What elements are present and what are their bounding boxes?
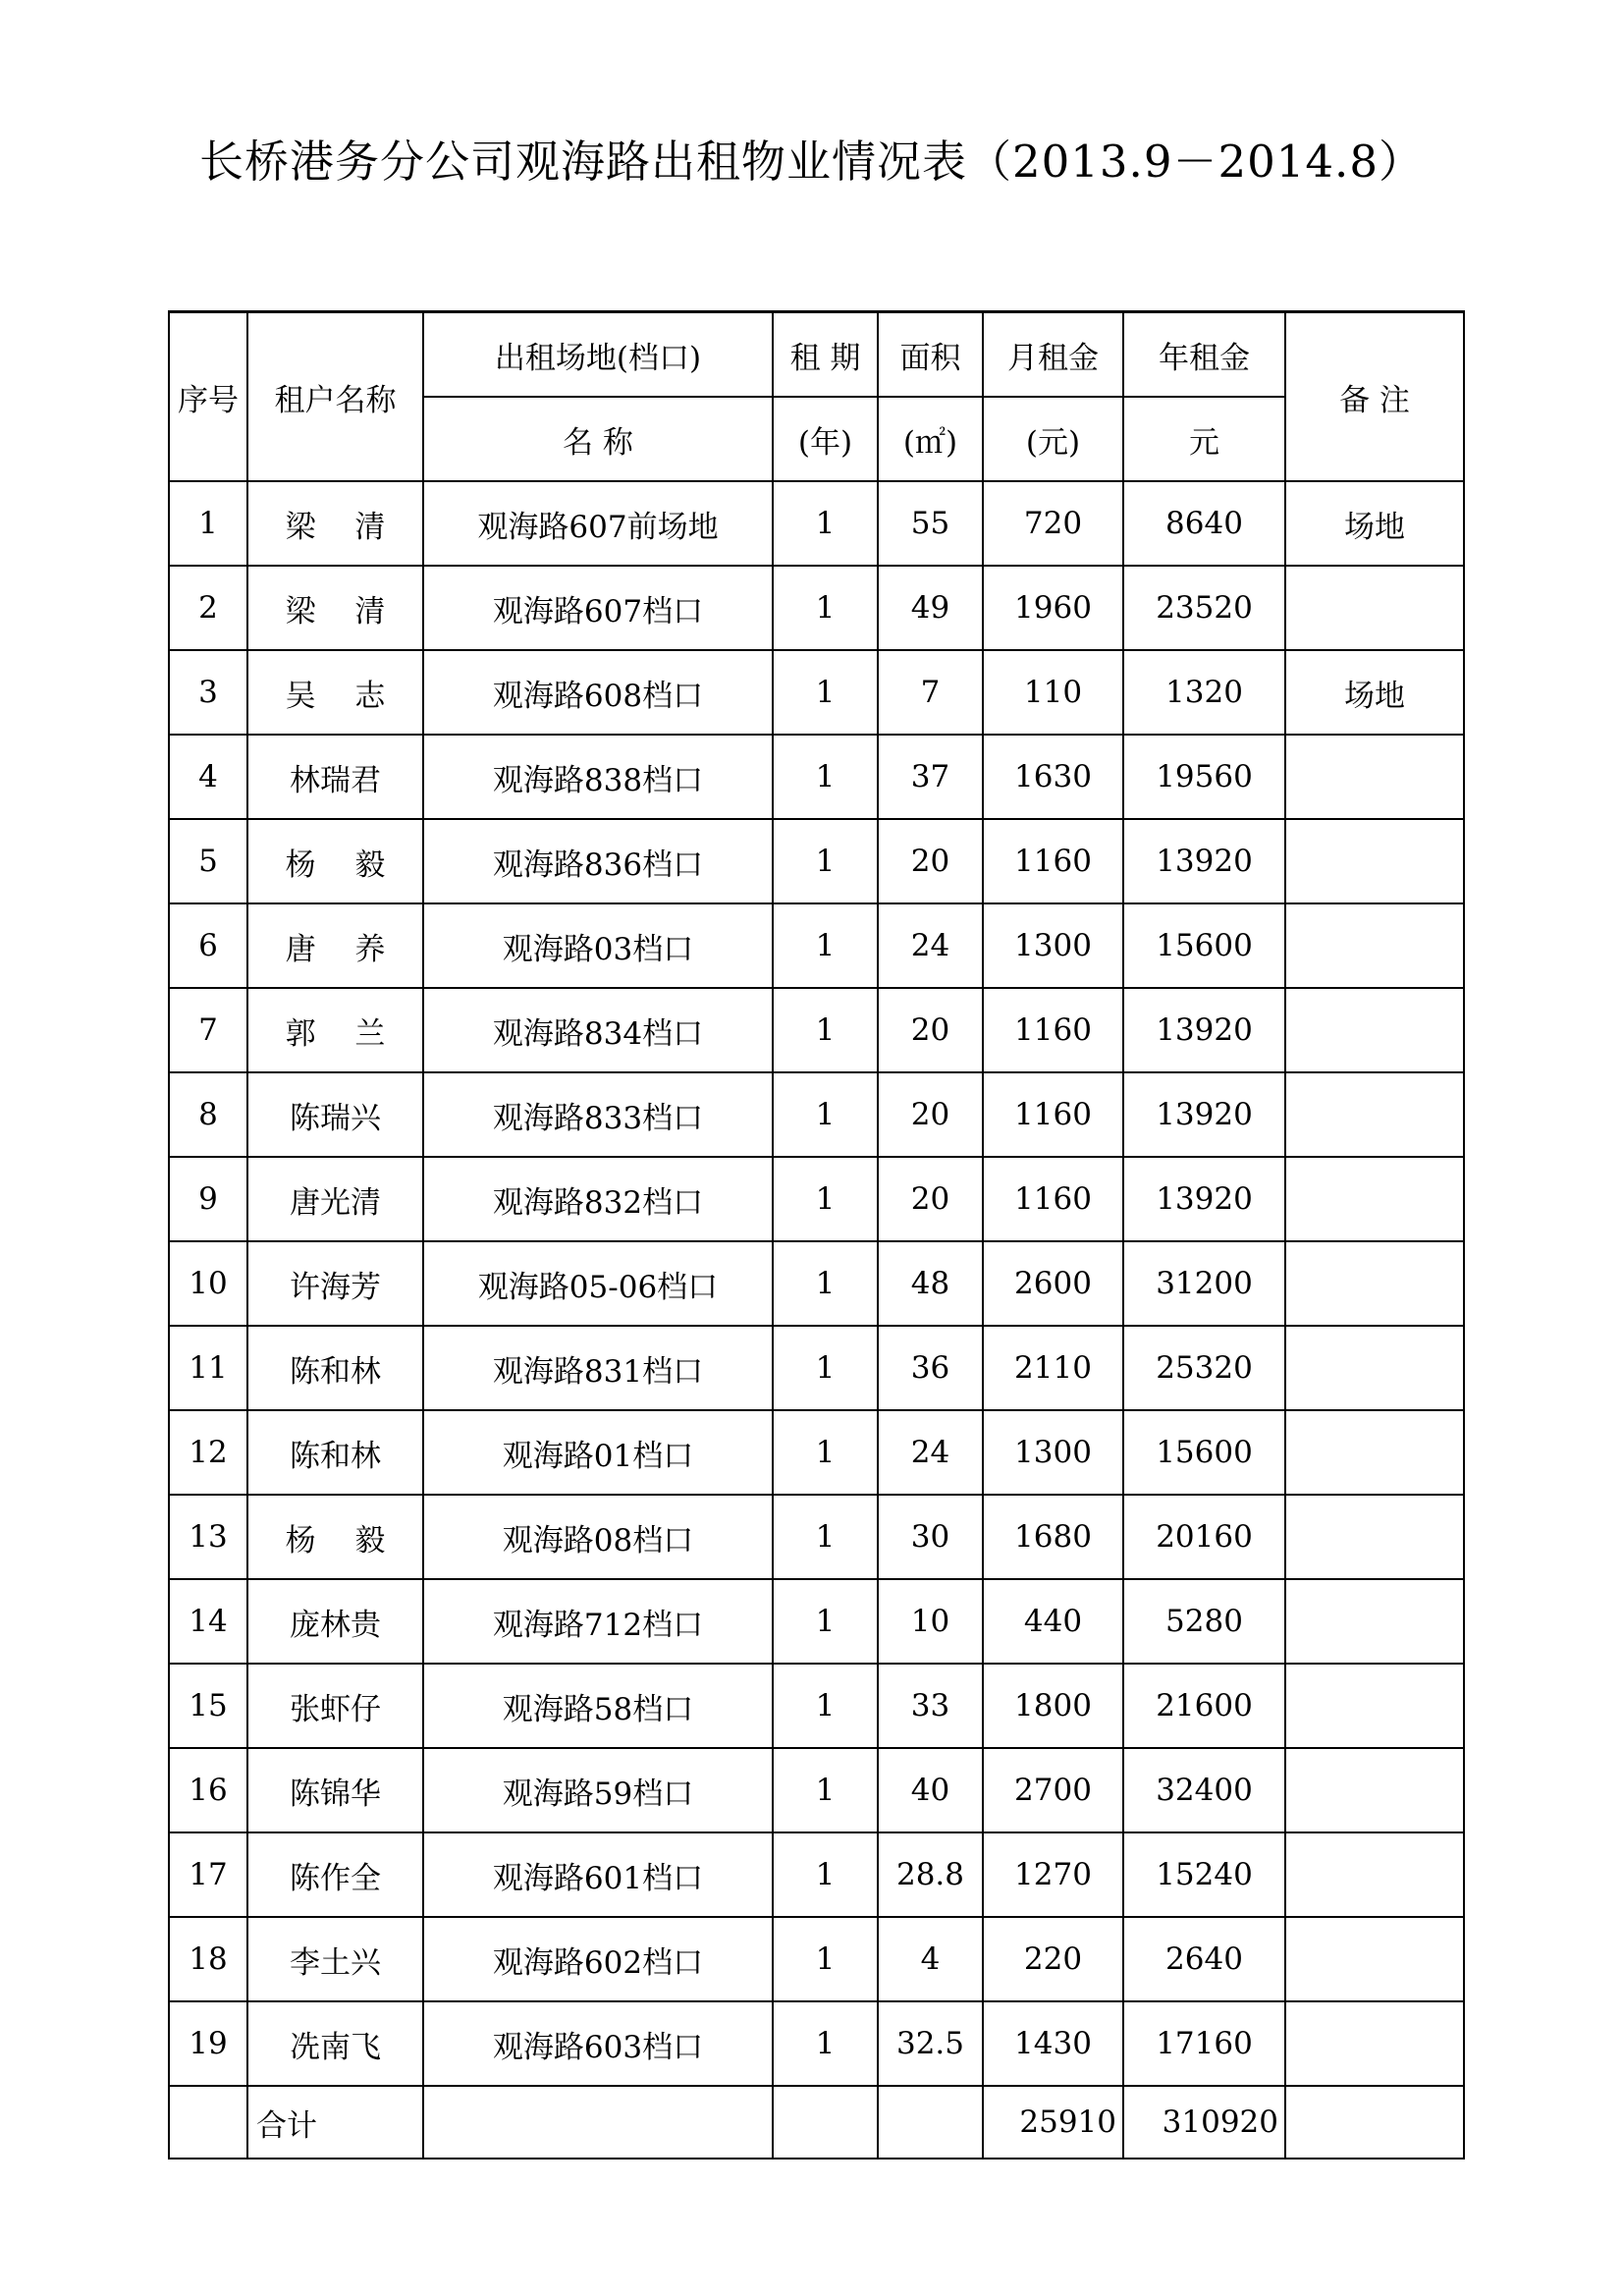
table-row xyxy=(169,819,1464,903)
cell-index: 10 xyxy=(169,1241,247,1326)
cell-tenant: 陈和林 xyxy=(247,1410,423,1495)
cell-remark xyxy=(1285,1410,1464,1495)
cell-term: 1 xyxy=(773,1241,878,1326)
cell-term: 1 xyxy=(773,481,878,566)
cell-monthly-rent: 1160 xyxy=(983,1072,1123,1157)
header-area-unit: (㎡) xyxy=(878,397,983,481)
total-annual-rent: 310920 xyxy=(1123,2086,1285,2159)
cell-site: 观海路602档口 xyxy=(423,1917,773,2001)
cell-tenant: 梁 清 xyxy=(247,481,423,566)
cell-site: 观海路832档口 xyxy=(423,1157,773,1241)
cell-monthly-rent: 1630 xyxy=(983,735,1123,819)
cell-monthly-rent: 2700 xyxy=(983,1748,1123,1832)
cell-term: 1 xyxy=(773,988,878,1072)
cell-remark xyxy=(1285,819,1464,903)
cell-index: 5 xyxy=(169,819,247,903)
total-empty-term xyxy=(773,2086,878,2159)
cell-site: 观海路607档口 xyxy=(423,566,773,650)
cell-remark: 场地 xyxy=(1285,481,1464,566)
cell-area: 20 xyxy=(878,1072,983,1157)
cell-site: 观海路601档口 xyxy=(423,1832,773,1917)
cell-annual-rent: 20160 xyxy=(1123,1495,1285,1579)
cell-annual-rent: 19560 xyxy=(1123,735,1285,819)
table-row xyxy=(169,1241,1464,1326)
rental-table xyxy=(168,310,1465,2159)
cell-site: 观海路712档口 xyxy=(423,1579,773,1664)
table-row xyxy=(169,903,1464,988)
cell-index: 1 xyxy=(169,481,247,566)
cell-term: 1 xyxy=(773,1664,878,1748)
table-row xyxy=(169,1072,1464,1157)
cell-index: 9 xyxy=(169,1157,247,1241)
cell-remark xyxy=(1285,1326,1464,1410)
cell-tenant: 陈和林 xyxy=(247,1326,423,1410)
cell-remark xyxy=(1285,735,1464,819)
cell-monthly-rent: 2600 xyxy=(983,1241,1123,1326)
cell-index: 18 xyxy=(169,1917,247,2001)
cell-remark xyxy=(1285,1579,1464,1664)
cell-remark xyxy=(1285,566,1464,650)
cell-annual-rent: 21600 xyxy=(1123,1664,1285,1748)
cell-site: 观海路01档口 xyxy=(423,1410,773,1495)
cell-term: 1 xyxy=(773,1579,878,1664)
cell-monthly-rent: 1300 xyxy=(983,903,1123,988)
header-annual-unit: 元 xyxy=(1123,397,1285,481)
cell-tenant: 吴 志 xyxy=(247,650,423,735)
cell-tenant: 郭 兰 xyxy=(247,988,423,1072)
cell-monthly-rent: 110 xyxy=(983,650,1123,735)
cell-index: 14 xyxy=(169,1579,247,1664)
cell-index: 19 xyxy=(169,2001,247,2086)
table-row xyxy=(169,2001,1464,2086)
cell-site: 观海路58档口 xyxy=(423,1664,773,1748)
cell-site: 观海路833档口 xyxy=(423,1072,773,1157)
cell-site: 观海路607前场地 xyxy=(423,481,773,566)
cell-remark xyxy=(1285,1072,1464,1157)
header-site-name: 名 称 xyxy=(423,397,773,481)
table-row xyxy=(169,1579,1464,1664)
cell-term: 1 xyxy=(773,1410,878,1495)
cell-remark xyxy=(1285,1832,1464,1917)
cell-area: 30 xyxy=(878,1495,983,1579)
cell-tenant: 梁 清 xyxy=(247,566,423,650)
cell-site: 观海路836档口 xyxy=(423,819,773,903)
cell-site: 观海路08档口 xyxy=(423,1495,773,1579)
cell-monthly-rent: 1300 xyxy=(983,1410,1123,1495)
cell-tenant: 李土兴 xyxy=(247,1917,423,2001)
total-empty-site xyxy=(423,2086,773,2159)
header-site-group: 出租场地(档口) xyxy=(423,312,773,398)
total-empty-index xyxy=(169,2086,247,2159)
cell-remark xyxy=(1285,1917,1464,2001)
cell-term: 1 xyxy=(773,1157,878,1241)
cell-tenant: 唐光清 xyxy=(247,1157,423,1241)
cell-term: 1 xyxy=(773,1917,878,2001)
cell-monthly-rent: 1960 xyxy=(983,566,1123,650)
cell-annual-rent: 2640 xyxy=(1123,1917,1285,2001)
cell-remark xyxy=(1285,1157,1464,1241)
cell-tenant: 林瑞君 xyxy=(247,735,423,819)
cell-term: 1 xyxy=(773,735,878,819)
header-annual: 年租金 xyxy=(1123,312,1285,398)
cell-index: 2 xyxy=(169,566,247,650)
cell-annual-rent: 13920 xyxy=(1123,819,1285,903)
cell-remark xyxy=(1285,903,1464,988)
total-monthly-rent: 25910 xyxy=(983,2086,1123,2159)
cell-site: 观海路59档口 xyxy=(423,1748,773,1832)
total-empty-area xyxy=(878,2086,983,2159)
cell-tenant: 杨 毅 xyxy=(247,819,423,903)
table-row xyxy=(169,1832,1464,1917)
cell-tenant: 陈瑞兴 xyxy=(247,1072,423,1157)
cell-site: 观海路608档口 xyxy=(423,650,773,735)
cell-index: 15 xyxy=(169,1664,247,1748)
table-row xyxy=(169,1664,1464,1748)
cell-tenant: 陈作全 xyxy=(247,1832,423,1917)
cell-index: 12 xyxy=(169,1410,247,1495)
cell-site: 观海路834档口 xyxy=(423,988,773,1072)
cell-annual-rent: 8640 xyxy=(1123,481,1285,566)
cell-term: 1 xyxy=(773,819,878,903)
cell-remark xyxy=(1285,1495,1464,1579)
table-row xyxy=(169,481,1464,566)
table-row xyxy=(169,735,1464,819)
cell-area: 20 xyxy=(878,819,983,903)
table-row xyxy=(169,1917,1464,2001)
cell-index: 8 xyxy=(169,1072,247,1157)
cell-monthly-rent: 440 xyxy=(983,1579,1123,1664)
cell-area: 40 xyxy=(878,1748,983,1832)
table-row xyxy=(169,1326,1464,1410)
cell-monthly-rent: 1430 xyxy=(983,2001,1123,2086)
cell-tenant: 庞林贵 xyxy=(247,1579,423,1664)
cell-term: 1 xyxy=(773,2001,878,2086)
cell-area: 37 xyxy=(878,735,983,819)
cell-tenant: 陈锦华 xyxy=(247,1748,423,1832)
cell-monthly-rent: 1160 xyxy=(983,988,1123,1072)
cell-monthly-rent: 1160 xyxy=(983,819,1123,903)
cell-tenant: 杨 毅 xyxy=(247,1495,423,1579)
header-monthly: 月租金 xyxy=(983,312,1123,398)
cell-index: 6 xyxy=(169,903,247,988)
cell-annual-rent: 5280 xyxy=(1123,1579,1285,1664)
total-row xyxy=(169,2086,1464,2159)
cell-remark xyxy=(1285,2001,1464,2086)
cell-term: 1 xyxy=(773,1326,878,1410)
header-index: 序号 xyxy=(169,312,247,482)
cell-annual-rent: 15600 xyxy=(1123,1410,1285,1495)
header-row-1 xyxy=(169,312,1464,398)
cell-monthly-rent: 1160 xyxy=(983,1157,1123,1241)
cell-annual-rent: 31200 xyxy=(1123,1241,1285,1326)
header-area: 面积 xyxy=(878,312,983,398)
page-title: 长桥港务分公司观海路出租物业情况表（2013.9－2014.8） xyxy=(199,136,1424,188)
cell-monthly-rent: 1680 xyxy=(983,1495,1123,1579)
cell-site: 观海路831档口 xyxy=(423,1326,773,1410)
cell-index: 17 xyxy=(169,1832,247,1917)
cell-area: 48 xyxy=(878,1241,983,1326)
cell-annual-rent: 13920 xyxy=(1123,1157,1285,1241)
cell-index: 3 xyxy=(169,650,247,735)
cell-term: 1 xyxy=(773,1495,878,1579)
cell-term: 1 xyxy=(773,566,878,650)
header-tenant: 租户名称 xyxy=(247,312,423,482)
cell-site: 观海路603档口 xyxy=(423,2001,773,2086)
cell-area: 33 xyxy=(878,1664,983,1748)
table-row xyxy=(169,566,1464,650)
cell-area: 20 xyxy=(878,988,983,1072)
cell-annual-rent: 1320 xyxy=(1123,650,1285,735)
cell-remark xyxy=(1285,988,1464,1072)
cell-monthly-rent: 720 xyxy=(983,481,1123,566)
cell-tenant: 唐 养 xyxy=(247,903,423,988)
cell-area: 49 xyxy=(878,566,983,650)
cell-term: 1 xyxy=(773,650,878,735)
total-label: 合计 xyxy=(247,2086,423,2159)
cell-monthly-rent: 2110 xyxy=(983,1326,1123,1410)
cell-area: 10 xyxy=(878,1579,983,1664)
cell-index: 11 xyxy=(169,1326,247,1410)
cell-tenant: 许海芳 xyxy=(247,1241,423,1326)
cell-annual-rent: 25320 xyxy=(1123,1326,1285,1410)
header-term-unit: (年) xyxy=(773,397,878,481)
cell-index: 13 xyxy=(169,1495,247,1579)
cell-index: 4 xyxy=(169,735,247,819)
cell-annual-rent: 32400 xyxy=(1123,1748,1285,1832)
table-row xyxy=(169,1748,1464,1832)
cell-area: 4 xyxy=(878,1917,983,2001)
cell-annual-rent: 17160 xyxy=(1123,2001,1285,2086)
cell-annual-rent: 13920 xyxy=(1123,988,1285,1072)
cell-remark: 场地 xyxy=(1285,650,1464,735)
cell-term: 1 xyxy=(773,1748,878,1832)
cell-index: 16 xyxy=(169,1748,247,1832)
table-row xyxy=(169,1495,1464,1579)
cell-site: 观海路03档口 xyxy=(423,903,773,988)
cell-term: 1 xyxy=(773,1072,878,1157)
cell-term: 1 xyxy=(773,1832,878,1917)
table-row xyxy=(169,988,1464,1072)
table-row xyxy=(169,1410,1464,1495)
cell-area: 55 xyxy=(878,481,983,566)
table-row xyxy=(169,1157,1464,1241)
cell-remark xyxy=(1285,1664,1464,1748)
cell-area: 24 xyxy=(878,1410,983,1495)
header-monthly-unit: (元) xyxy=(983,397,1123,481)
cell-monthly-rent: 1270 xyxy=(983,1832,1123,1917)
cell-remark xyxy=(1285,1241,1464,1326)
cell-annual-rent: 13920 xyxy=(1123,1072,1285,1157)
cell-remark xyxy=(1285,1748,1464,1832)
cell-area: 28.8 xyxy=(878,1832,983,1917)
cell-monthly-rent: 220 xyxy=(983,1917,1123,2001)
cell-site: 观海路838档口 xyxy=(423,735,773,819)
cell-area: 7 xyxy=(878,650,983,735)
cell-site: 观海路05-06档口 xyxy=(423,1241,773,1326)
cell-tenant: 冼南飞 xyxy=(247,2001,423,2086)
header-remark: 备 注 xyxy=(1285,312,1464,482)
cell-term: 1 xyxy=(773,903,878,988)
table-row xyxy=(169,650,1464,735)
header-term: 租 期 xyxy=(773,312,878,398)
cell-area: 24 xyxy=(878,903,983,988)
cell-area: 32.5 xyxy=(878,2001,983,2086)
total-empty-remark xyxy=(1285,2086,1464,2159)
cell-monthly-rent: 1800 xyxy=(983,1664,1123,1748)
cell-annual-rent: 23520 xyxy=(1123,566,1285,650)
cell-tenant: 张虾仔 xyxy=(247,1664,423,1748)
cell-area: 36 xyxy=(878,1326,983,1410)
cell-annual-rent: 15240 xyxy=(1123,1832,1285,1917)
cell-area: 20 xyxy=(878,1157,983,1241)
cell-index: 7 xyxy=(169,988,247,1072)
cell-annual-rent: 15600 xyxy=(1123,903,1285,988)
